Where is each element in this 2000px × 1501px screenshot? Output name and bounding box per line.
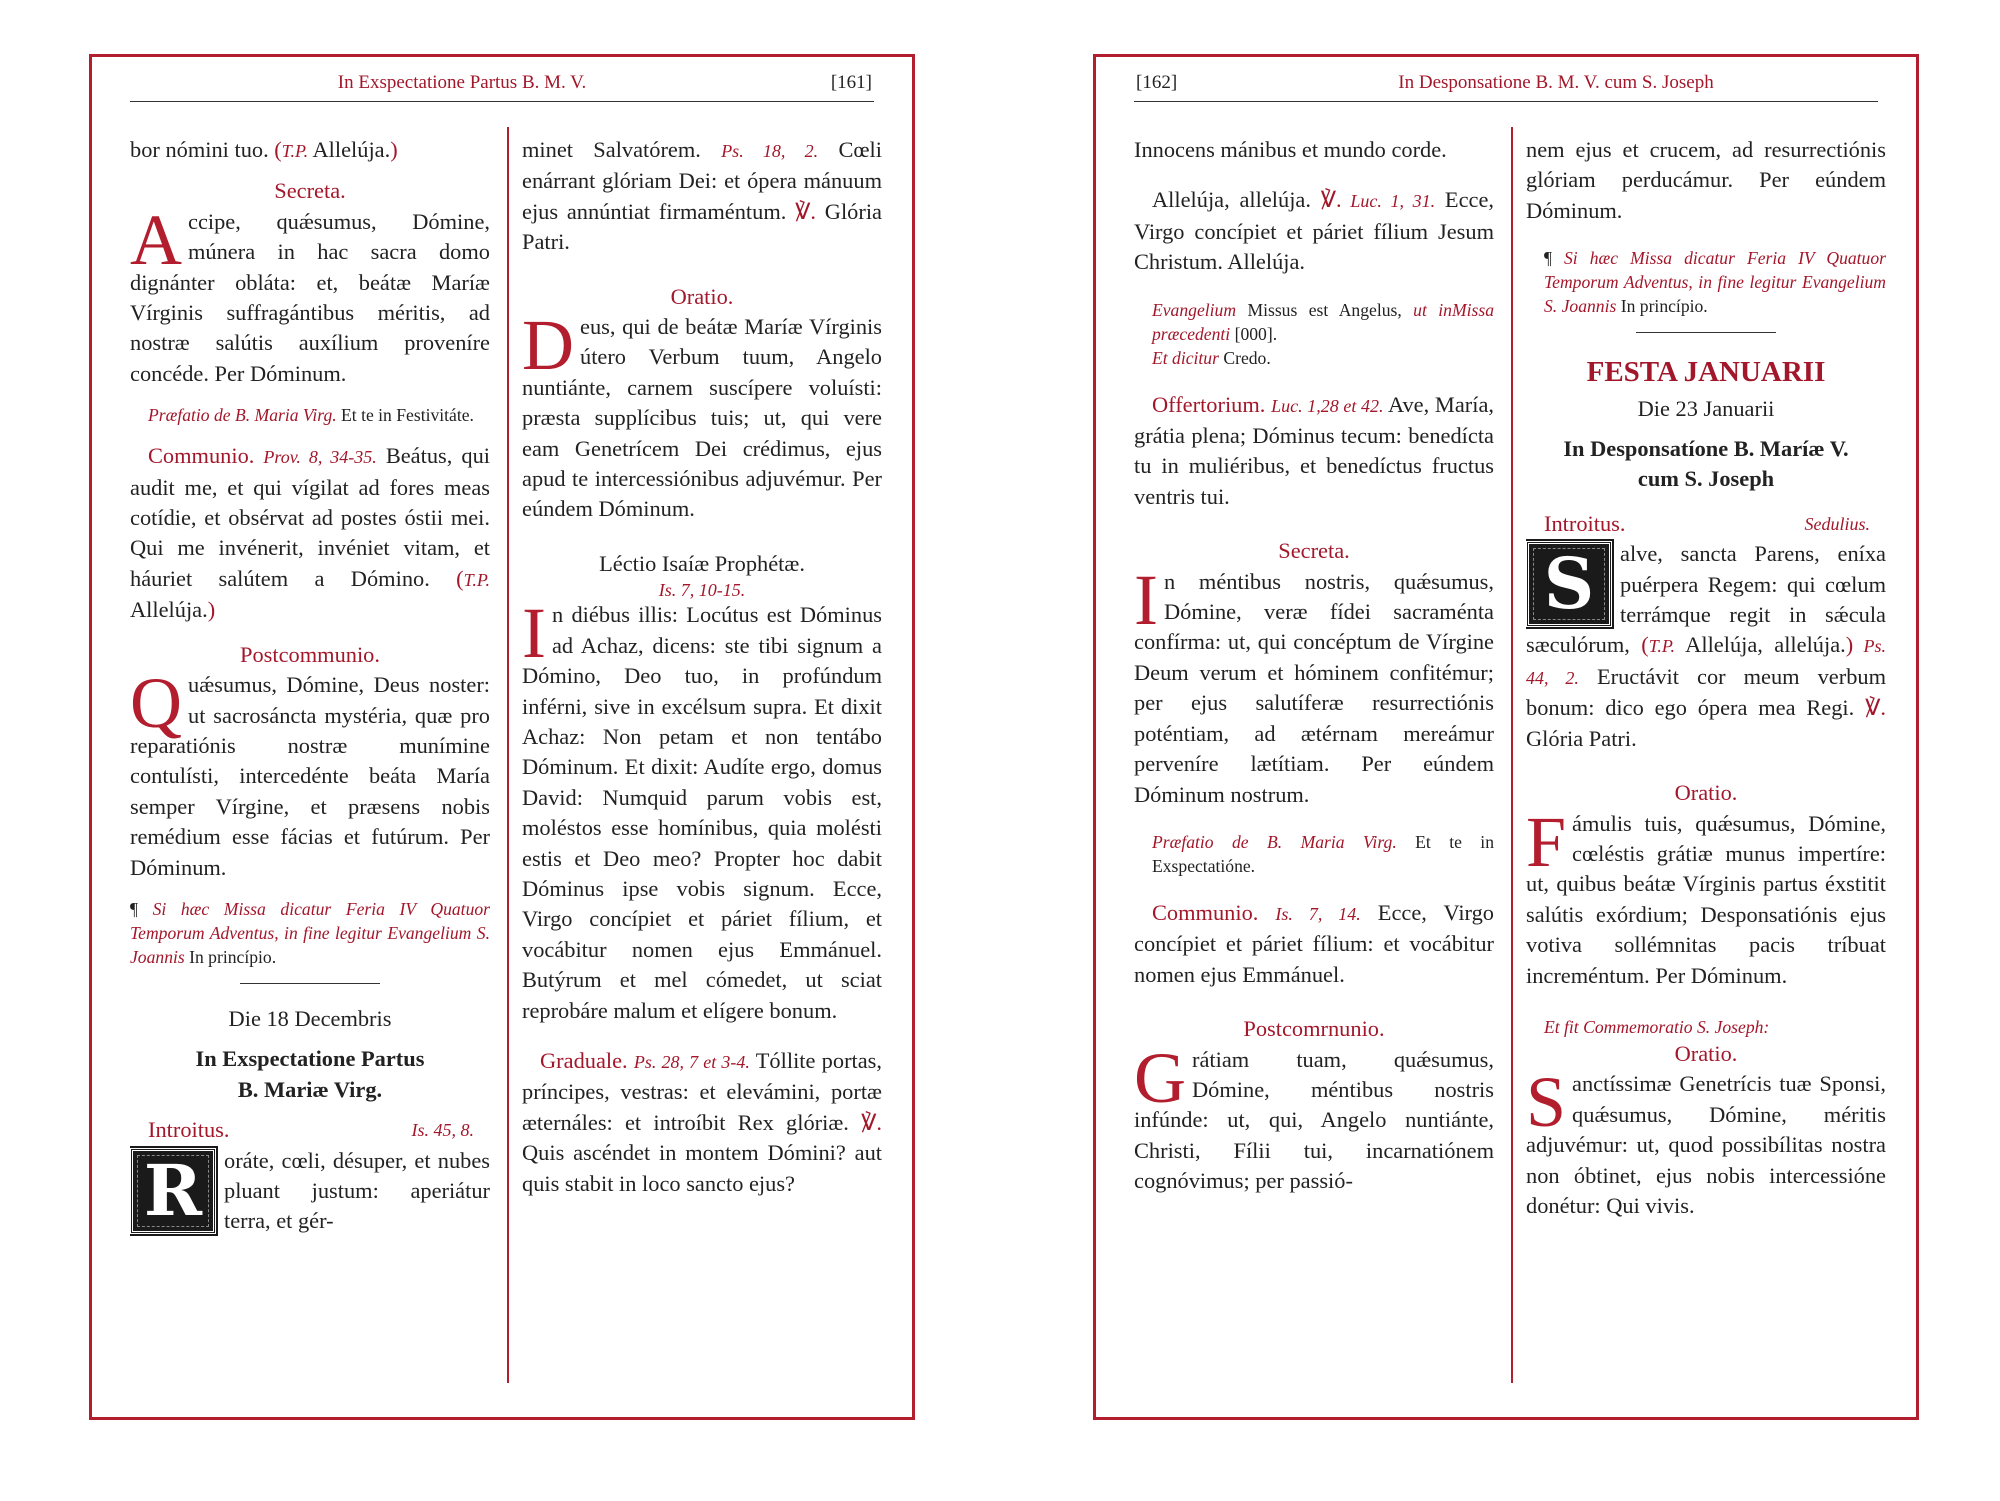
oratio-text: Fámulis tuis, quǽsumus, Dómine, cœléstis grátiæ munus impertíre: ut, quibus beátæ Vírginis partus éxstitit salútis exórdium; Desponsatiónis ejus votiva sollémnitas pacis tríbuat increméntum. Per Dóminum. <box>1526 801 1886 988</box>
divider <box>1636 332 1776 333</box>
running-header <box>130 67 874 102</box>
rubric-note: Præfatio de B. Maria Virg. Et te in Festivitáte. <box>148 405 474 426</box>
section-heading-introitus: Introitus. <box>148 1117 230 1143</box>
drop-cap: F <box>1526 801 1567 882</box>
date-line: Die 23 Januarii <box>1637 395 1775 421</box>
secreta-text: In méntibus nostris, quǽsumus, Dómine, veræ fídei sacraménta confírma: ut, qui concéptum de Vírgine Deum verum et hóminem confitémur; per ejus salutíferæ resurrectiónis poténtiam, ad ætérnam mereámur perveníre lætítiam. Per eúndem Dóminum nostrum. <box>1134 559 1494 807</box>
section-heading-oratio: Oratio. <box>1674 1040 1738 1066</box>
versicle-mark: ℣. <box>1865 695 1886 721</box>
running-header <box>1134 67 1878 102</box>
feast-title: In Desponsatíone B. Maríæ V. <box>1563 436 1849 462</box>
versicle-mark: ℣. <box>1320 187 1342 213</box>
column-separator <box>1511 127 1513 1383</box>
section-heading-communio: Communio. <box>1152 899 1259 925</box>
text-column-2 <box>522 135 882 1375</box>
postcommunio-text: Quǽsumus, Dómine, Deus noster: ut sacrosáncta mystéria, quæ pro reparatiónis nostræ munímine contulísti, intercedénte beáta María semper Vírgine, et præsens nobis remédium esse fácias et futúrum. Per Dóminum. <box>130 663 490 880</box>
page-number: [162] <box>1136 72 1178 93</box>
section-heading-secreta: Secreta. <box>1278 538 1350 564</box>
text-column-1 <box>130 135 490 1375</box>
paragraph: nem ejus et crucem, ad resurrectiónis glóriam perducámur. Per eúndem Dóminum. <box>1526 137 1886 223</box>
introitus-heading-line: Introitus. Sedulius. <box>1526 509 1886 539</box>
drop-cap: I <box>1134 559 1158 640</box>
section-heading-postcommunio: Postcomrnunio. <box>1243 1016 1385 1042</box>
secreta-text: Accipe, quǽsumus, Dómine, múnera in hac sacra domo dignánter obláta: et, beátæ Maríæ Vírginis suffragántibus méritis, ad nostræ salútis auxílium proveníre concéde. Per Dóminum. <box>130 199 490 386</box>
lectio-ref: Is. 7, 10-15. <box>658 580 746 601</box>
rubric-note: ¶ Si hæc Missa dicatur Feria IV Quatuor Temporum Adventus, in fine legitur Evangelium S. Joannis In princípio. <box>130 898 490 967</box>
graduale-text: Graduale. Ps. 28, 7 et 3-4. Tóllite portas, príncipes, vestras: et elevámini, portæ æternáles: et introíbit Rex glóriæ. ℣. Quis ascéndet in montem Dómini? aut quis stabit in loco sancto ejus? <box>522 1047 882 1196</box>
section-heading-offertorium: Offertorium. <box>1152 391 1266 417</box>
communio-text: Communio. Prov. 8, 34-35. Beátus, qui audit me, et qui vígilat ad fores meas cotídie, et obsérvat ad postes óstii mei. Qui me invénerit, invéniet vitam, et háuriet salútem a Dómino. (T.P. Allelúja.) <box>130 443 490 623</box>
paragraph: minet Salvatórem. Ps. 18, 2. Cœli enárrant glóriam Dei: et ópera mánuum ejus annúntiat firmaméntum. ℣. Glória Patri. <box>522 137 882 255</box>
oratio-text: Sanctíssimæ Genetrícis tuæ Sponsi, quǽsumus, Dómine, méritis adjuvémur: ut, quod possibílitas nostra non óbtinet, ejus nobis intercessióne donétur: Qui vivis. <box>1526 1062 1886 1218</box>
paragraph: Allelúja, allelúja. ℣. Luc. 1, 31. Ecce, Virgo concípiet et páriet fílium Jesum Christum. Allelúja. <box>1134 187 1494 275</box>
header-title: In Exspectatione Partus B. M. V. <box>337 72 587 93</box>
postcommunio-text: Grátiam tuam, quǽsumus, Dómine, méntibus nostris infúnde: ut, qui, Angelo nuntiánte, Christi, Fílii tui, incarnatiónem cognóvimus; per passió- <box>1134 1037 1494 1194</box>
ornate-initial: R <box>130 1148 216 1234</box>
text-column-2 <box>1526 135 1886 1375</box>
drop-cap: A <box>130 199 182 280</box>
rubric-note: ¶ Si hæc Missa dicatur Feria IV Quatuor Temporum Adventus, in fine legitur Evangelium S. Joannis In princípio. <box>1544 248 1886 317</box>
drop-cap: S <box>1526 1062 1567 1143</box>
date-line: Die 18 Decembris <box>228 1005 392 1031</box>
rubric-note: Et fit Commemoratio S. Joseph: <box>1544 1016 1770 1037</box>
section-heading-postcommunio: Postcommunio. <box>240 641 380 667</box>
section-heading-communio: Communio. <box>148 443 255 469</box>
section-heading-oratio: Oratio. <box>670 283 734 309</box>
versicle-mark: ℣. <box>861 1109 882 1135</box>
text-column-1 <box>1134 135 1494 1375</box>
left-page <box>89 54 915 1420</box>
divider <box>240 983 380 984</box>
section-heading-secreta: Secreta. <box>274 178 346 204</box>
section-heading-graduale: Graduale. <box>540 1047 628 1073</box>
page-number: [161] <box>830 72 872 93</box>
versicle-mark: ℣. <box>795 198 817 224</box>
rubric-note: Et dicitur Credo. <box>1152 347 1271 368</box>
feast-title: In Exspectatione Partus <box>195 1046 425 1072</box>
paragraph: Innocens mánibus et mundo corde. <box>1134 137 1447 162</box>
offertorium-text: Offertorium. Luc. 1,28 et 42. Ave, María, grátia plena; Dóminus tecum: benedícta tu in muliéribus, et benedíctus fructus ventris tui. <box>1134 391 1494 509</box>
drop-cap: G <box>1134 1037 1186 1118</box>
column-separator <box>507 127 509 1383</box>
ornate-initial: S <box>1526 541 1612 627</box>
paragraph: bor nómini tuo. (T.P. Allelúja.) <box>130 137 398 162</box>
drop-cap: D <box>522 305 574 386</box>
section-heading-introitus: Introitus. <box>1544 510 1626 536</box>
right-page <box>1093 54 1919 1420</box>
festa-title: FESTA JANUARII <box>1586 356 1826 389</box>
lectio-text: In diébus illis: Locútus est Dóminus ad Achaz, dicens: ste tibi signum a Dómino, Deo tuo, in profúndum inférni, sive in excélsum supra. Et dixit Achaz: Non petam et non tentábo Dóminum. Et dixit: Audíte ergo, domus David: Numquid parum vobis est, moléstos esse homínibus, quia molésti estis et Deo meo? Propter hoc dabit Dóminus ipse vobis signum. Ecce, Virgo concípiet et páriet fílium, et vocábitur nomen ejus Emmánuel. Butýrum et mel cómedet, ut sciat reprobáre malum et elígere bonum. <box>522 593 882 1023</box>
section-heading-oratio: Oratio. <box>1674 780 1738 806</box>
introitus-text: R oráte, cœli, désuper, et nubes pluant justum: aperiátur terra, et gér- <box>130 1146 490 1237</box>
introitus-heading-line: Introitus. Is. 45, 8. <box>130 1115 490 1145</box>
lectio-heading: Léctio Isaíæ Prophétæ. <box>599 550 805 576</box>
communio-text: Communio. Is. 7, 14. Ecce, Virgo concípiet et páriet fílium: et vocábitur nomen ejus Emmánuel. <box>1134 899 1494 987</box>
drop-cap: I <box>522 593 546 674</box>
header-title: In Desponsatione B. M. V. cum S. Joseph <box>1398 72 1714 93</box>
feast-title: B. Mariæ Virg. <box>237 1076 383 1102</box>
introitus-text: S alve, sancta Parens, eníxa puérpera Regem: qui cœlum terrámque regit in sǽcula sæculórum, (T.P. Allelúja, allelúja.) Ps. 44, 2. Eructávit cor meum verbum bonum: dico ego ópera mea Regi. ℣. Glória Patri. <box>1526 541 1886 751</box>
oratio-text: Deus, qui de beátæ Maríæ Vírginis útero Verbum tuum, Angelo nuntiánte, carnem suscípere voluísti: præsta supplícibus tuis; ut, qui vere eam Genetrícem Dei crédimus, ejus apud te intercessiónibus adjuvémur. Per eúndem Dóminum. <box>522 305 882 522</box>
rubric-note: Præfatio de B. Maria Virg. Et te in Exspectatióne. <box>1152 831 1494 876</box>
feast-title: cum S. Joseph <box>1637 466 1775 492</box>
rubric-note: Evangelium Missus est Angelus, ut inMissa præcedenti [000]. <box>1152 299 1494 344</box>
drop-cap: Q <box>130 663 182 744</box>
